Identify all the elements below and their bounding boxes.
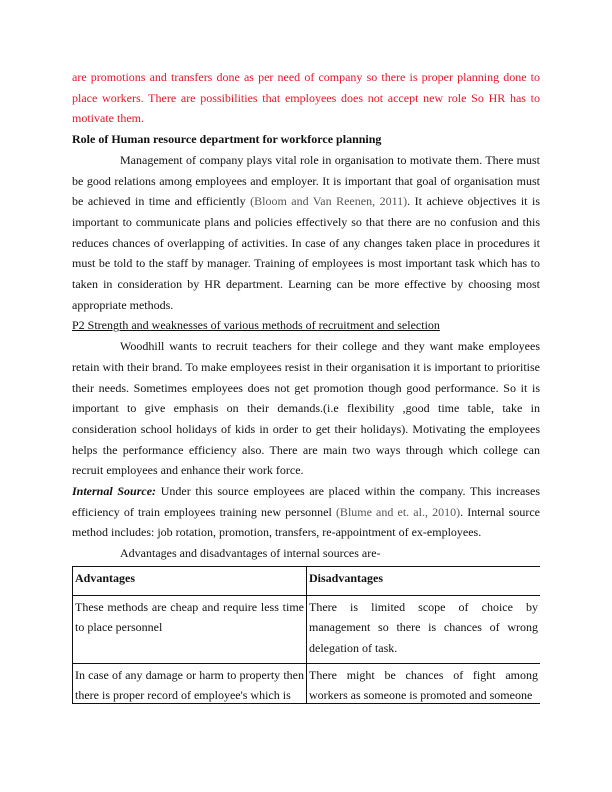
internal-source-paragraph: [72, 481, 540, 543]
hr-role-paragraph: [72, 150, 540, 316]
table-header-row: [73, 566, 541, 595]
table-intro: Advantages and disadvantages of internal sources are-: [120, 546, 381, 561]
citation: (Bloom and Van Reenen, 2011): [250, 194, 408, 209]
table-cell: There is limited scope of choice by management so there is chances of wrong delegation of task.: [307, 595, 541, 663]
header-disadvantages: Disadvantages: [307, 566, 541, 595]
table-row: [73, 663, 541, 704]
text: . It achieve objectives it is important to communicate plans and policies effectively so that there are no confusion and this reduces chances of overlapping of activities. In case of any changes taken place in procedures it must be told to the staff by manager. Training of employees is most important task which has to taken in consideration by HR department. Learning can be more effective by choosing most appropriate methods.: [72, 194, 541, 312]
text: Management of company plays vital role in organisation to motivate them. There must be good relations among employees and employer. It is important that goal of organisation must be achieved in time and efficiently: [72, 152, 540, 209]
table-cell: In case of any damage or harm to property then there is proper record of employee's which is: [73, 663, 307, 704]
table-cell: These methods are cheap and require less time to place personnel: [73, 595, 307, 663]
text: Under this source employees are placed within the company. This increases efficiency of train employees training new personnel: [72, 484, 540, 519]
internal-source-label: Internal Source:: [72, 484, 157, 499]
section-heading-p2: P2 Strength and weaknesses of various methods of recruitment and selection: [72, 318, 440, 333]
table-container: [72, 566, 540, 704]
document-page: [72, 67, 540, 704]
table-cell: There might be chances of fight among workers as someone is promoted and someone: [307, 663, 541, 704]
intro-paragraph: are promotions and transfers done as per need of company so there is proper planning done to place workers. There are possibilities that employees does not accept new role So HR has to motivate them.: [72, 70, 540, 126]
advantages-table: [72, 566, 540, 704]
citation: (Blume and et. al., 2010): [335, 504, 461, 519]
section-heading-hr-role: Role of Human resource department for workforce planning: [72, 132, 382, 147]
text: . Internal source method includes: job rotation, promotion, transfers, re-appointment of ex-employees.: [72, 504, 540, 540]
header-advantages: Advantages: [73, 566, 307, 595]
table-row: [73, 595, 541, 663]
woodhill-paragraph: Woodhill wants to recruit teachers for their college and they want make employees retain with their brand. To make employees resist in their organisation it is important to prioritise their needs. Sometimes employees does not get promotion though good performance. So it is important to give emphasis on their demands.(i.e flexibility ,good time table, take in consideration school holidays of kids in order to get their holidays). Motivating the employees helps the performance efficiency also. There are main two ways through which college can recruit employees and enhance their work force.: [72, 339, 540, 478]
